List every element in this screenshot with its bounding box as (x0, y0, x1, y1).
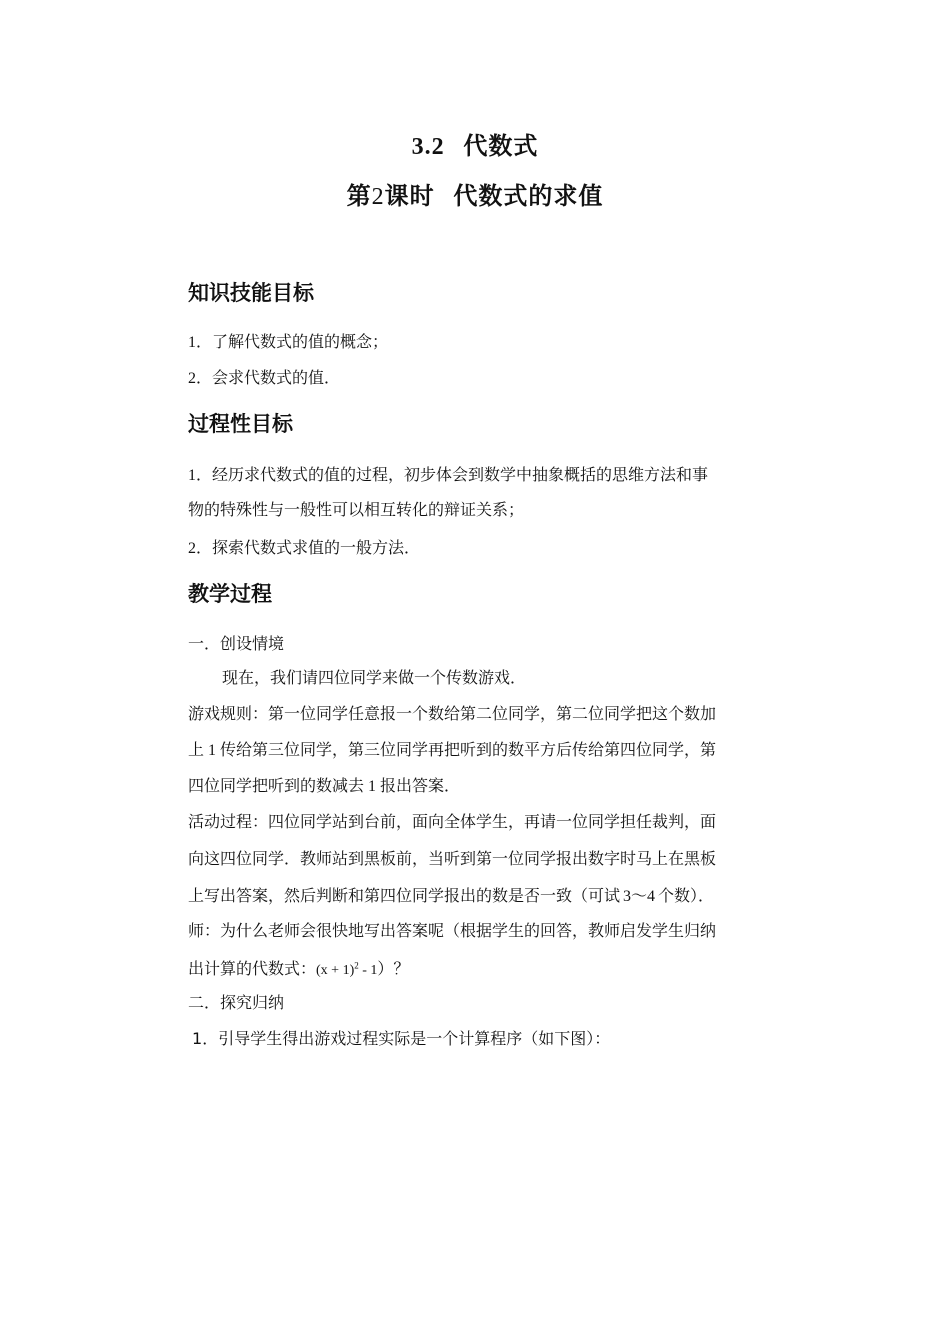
text-segment: 报出答案． (380, 776, 461, 795)
knowledge-item (188, 329, 388, 352)
subtitle-number: 2 (371, 184, 385, 210)
part-2-title: 二．探究归纳 (188, 993, 285, 1012)
text-segment: 上写出答案，然后判断和第四位同学报出的数是否一致（可试 (188, 886, 621, 905)
section-number: 3.2 (411, 134, 445, 160)
activity-line-1: 活动过程：四位同学站到台前，面向全体学生，再请一位同学担任裁判，面 (188, 812, 717, 831)
formula (316, 960, 378, 978)
rules-line-3 (188, 773, 460, 796)
title-main: 代数式 (463, 132, 539, 160)
item-text: ．经历求代数式的值的过程，初步体会到数学中抽象概括的思维方法和事 (196, 465, 709, 484)
text-segment: 上 (188, 740, 205, 759)
item-number: 1 (188, 334, 196, 351)
heading-process-goals: 过程性目标 (188, 412, 293, 436)
number: 1 (368, 778, 377, 795)
text-segment: 四位同学把听到的数减去 (188, 776, 365, 795)
activity-line-2: 向这四位同学．教师站到黑板前，当听到第一位同学报出数字时马上在黑板 (188, 849, 717, 868)
knowledge-item (188, 365, 340, 388)
subtitle-prefix: 第 (346, 182, 372, 210)
formula-exponent: 2 (354, 960, 359, 971)
number: 1 (208, 742, 217, 759)
text-segment: 出计算的代数式： (188, 959, 317, 978)
formula-base: (x + 1) (316, 963, 355, 978)
document-subtitle (0, 176, 950, 211)
item-text: ．会求代数式的值． (196, 368, 341, 387)
subtitle-mid: 课时 (384, 182, 435, 210)
process-item-1-line-1 (188, 462, 708, 485)
rules-line-2 (188, 737, 716, 760)
teacher-line-2 (188, 956, 409, 979)
item-number: 2 (188, 540, 196, 557)
subtitle-rest: 代数式的求值 (453, 182, 604, 210)
step-number: 1 (192, 1029, 203, 1048)
item-number: 2 (188, 370, 196, 387)
activity-line-3 (188, 883, 714, 906)
document-title (0, 126, 950, 161)
part-1-title: 一．创设情境 (188, 634, 285, 653)
text-segment: ）？ (377, 959, 410, 978)
heading-teaching-process: 教学过程 (188, 582, 272, 606)
intro-paragraph: 现在，我们请四位同学来做一个传数游戏． (222, 668, 527, 687)
item-text: ．了解代数式的值的概念； (196, 332, 389, 351)
process-item-2 (188, 535, 420, 558)
process-item-1-line-2: 物的特殊性与一般性可以相互转化的辩证关系； (188, 500, 525, 519)
heading-knowledge-goals: 知识技能目标 (188, 281, 314, 305)
text-segment: 传给第三位同学，第三位同学再把听到的数平方后传给第四位同学，第 (220, 740, 717, 759)
step-1 (192, 1026, 610, 1049)
rules-line-1: 游戏规则：第一位同学任意报一个数给第二位同学，第二位同学把这个数加 (188, 704, 717, 723)
number: 3～4 (623, 888, 656, 905)
item-text: ．探索代数式求值的一般方法． (196, 538, 421, 557)
text-segment: 个数）． (658, 886, 715, 905)
step-text: ．引导学生得出游戏过程实际是一个计算程序（如下图）： (202, 1029, 611, 1048)
item-number: 1 (188, 467, 196, 484)
teacher-line-1: 师：为什么老师会很快地写出答案呢（根据学生的回答，教师启发学生归纳 (188, 921, 717, 940)
formula-tail: - 1 (358, 963, 378, 978)
